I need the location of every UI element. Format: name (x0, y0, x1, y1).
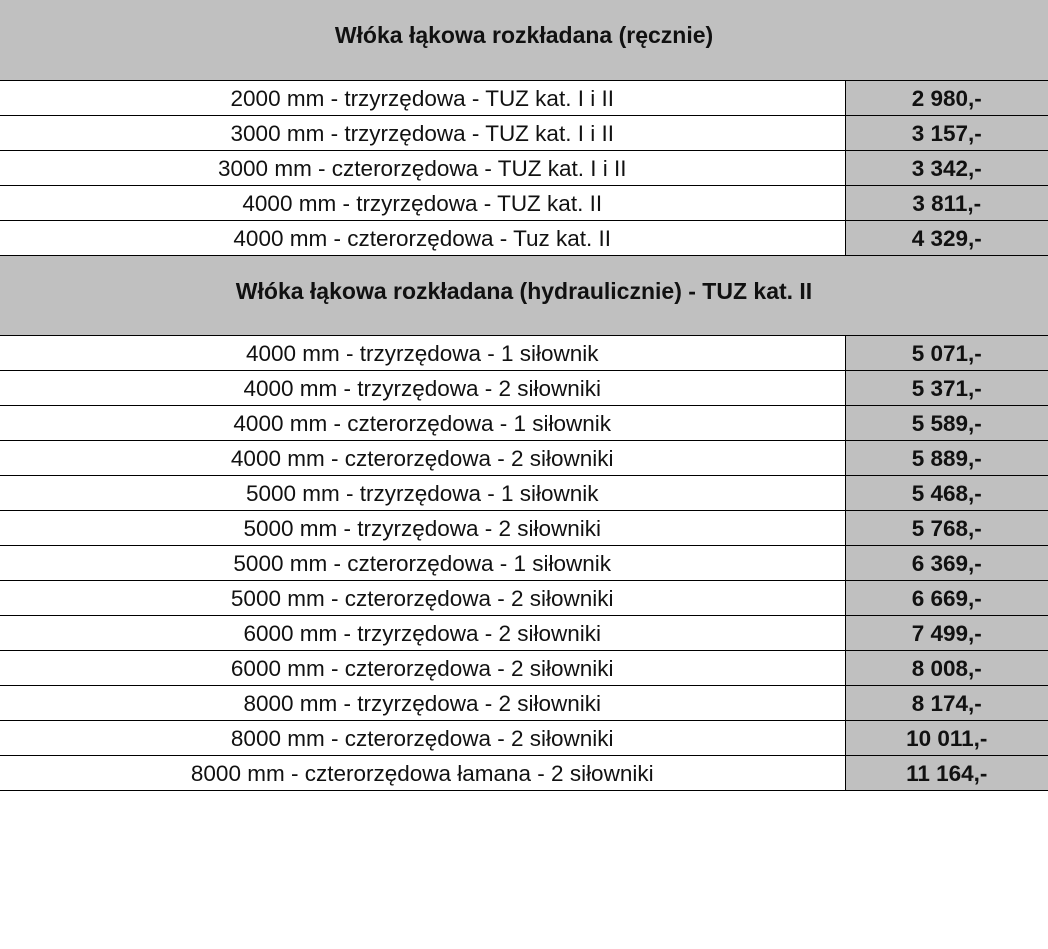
row-description: 6000 mm - czterorzędowa - 2 siłowniki (0, 650, 845, 685)
row-price: 3 157,- (845, 115, 1048, 150)
table-row (0, 475, 1048, 510)
row-description: 5000 mm - czterorzędowa - 1 siłownik (0, 545, 845, 580)
table-row (0, 545, 1048, 580)
row-price: 8 008,- (845, 650, 1048, 685)
row-description: 4000 mm - czterorzędowa - 1 siłownik (0, 405, 845, 440)
section-header (0, 0, 1048, 80)
row-description: 5000 mm - trzyrzędowa - 1 siłownik (0, 475, 845, 510)
row-description: 4000 mm - czterorzędowa - Tuz kat. II (0, 220, 845, 255)
row-price: 3 342,- (845, 150, 1048, 185)
row-description: 4000 mm - trzyrzędowa - TUZ kat. II (0, 185, 845, 220)
row-price: 5 889,- (845, 440, 1048, 475)
table-row (0, 370, 1048, 405)
table-row (0, 405, 1048, 440)
section-header (0, 255, 1048, 335)
row-description: 5000 mm - trzyrzędowa - 2 siłowniki (0, 510, 845, 545)
row-description: 5000 mm - czterorzędowa - 2 siłowniki (0, 580, 845, 615)
row-description: 6000 mm - trzyrzędowa - 2 siłowniki (0, 615, 845, 650)
row-price: 5 468,- (845, 475, 1048, 510)
row-description: 2000 mm - trzyrzędowa - TUZ kat. I i II (0, 80, 845, 115)
table-row (0, 335, 1048, 370)
row-description: 3000 mm - czterorzędowa - TUZ kat. I i II (0, 150, 845, 185)
table-row (0, 185, 1048, 220)
row-price: 11 164,- (845, 755, 1048, 790)
row-price: 6 669,- (845, 580, 1048, 615)
row-description: 8000 mm - trzyrzędowa - 2 siłowniki (0, 685, 845, 720)
row-description: 8000 mm - czterorzędowa łamana - 2 siłowniki (0, 755, 845, 790)
row-price: 5 371,- (845, 370, 1048, 405)
row-price: 5 768,- (845, 510, 1048, 545)
table-row (0, 755, 1048, 790)
row-price: 2 980,- (845, 80, 1048, 115)
row-description: 4000 mm - czterorzędowa - 2 siłowniki (0, 440, 845, 475)
table-row (0, 220, 1048, 255)
row-description: 4000 mm - trzyrzędowa - 2 siłowniki (0, 370, 845, 405)
row-price: 10 011,- (845, 720, 1048, 755)
section-title: Włóka łąkowa rozkładana (ręcznie) (0, 0, 1048, 80)
table-row (0, 720, 1048, 755)
table-row (0, 80, 1048, 115)
row-description: 4000 mm - trzyrzędowa - 1 siłownik (0, 335, 845, 370)
row-price: 3 811,- (845, 185, 1048, 220)
table-row (0, 510, 1048, 545)
row-price: 7 499,- (845, 615, 1048, 650)
table-row (0, 685, 1048, 720)
table-row (0, 440, 1048, 475)
row-price: 5 071,- (845, 335, 1048, 370)
table-row (0, 150, 1048, 185)
section-title: Włóka łąkowa rozkładana (hydraulicznie) - TUZ kat. II (0, 255, 1048, 335)
table-row (0, 580, 1048, 615)
table-row (0, 650, 1048, 685)
row-price: 4 329,- (845, 220, 1048, 255)
table-row (0, 115, 1048, 150)
row-description: 8000 mm - czterorzędowa - 2 siłowniki (0, 720, 845, 755)
row-price: 5 589,- (845, 405, 1048, 440)
table-row (0, 615, 1048, 650)
row-price: 6 369,- (845, 545, 1048, 580)
row-price: 8 174,- (845, 685, 1048, 720)
row-description: 3000 mm - trzyrzędowa - TUZ kat. I i II (0, 115, 845, 150)
